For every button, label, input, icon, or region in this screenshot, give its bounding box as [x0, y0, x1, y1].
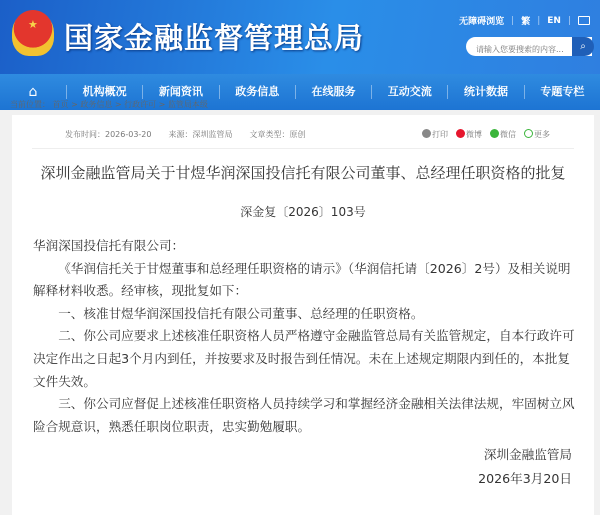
weibo-icon [456, 129, 465, 138]
nav-item-online-services[interactable]: 在线服务 [295, 85, 371, 99]
english-link[interactable]: EN [547, 15, 561, 26]
more-share-button[interactable] [524, 129, 550, 140]
search-icon: ⌕ [580, 41, 586, 52]
nav-item-interaction[interactable]: 互动交流 [371, 85, 447, 99]
paragraph: 二、你公司应要求上述核准任职资格人员严格遵守金融监管总局有关监管规定，自本行政许可决定作出之日起3个月内到任，并按要求及时报告到任情况。未在上述规定期限内到任的，本批复文件失效。 [33, 328, 575, 389]
signature-block [478, 443, 572, 491]
mail-icon[interactable] [578, 16, 590, 25]
nav-item-government-info[interactable]: 政务信息 [219, 85, 295, 99]
divider [32, 148, 574, 149]
wechat-icon [490, 129, 499, 138]
top-links: 无障碍浏览 | 繁 | EN | [459, 14, 590, 27]
national-emblem-logo: ★ [12, 10, 54, 56]
sign-date: 2026年3月20日 [478, 471, 572, 486]
print-icon [422, 129, 431, 138]
document-number: 深金复〔2026〕103号 [240, 205, 366, 219]
site-header [0, 0, 600, 74]
more-label: 更多 [534, 130, 550, 139]
site-title[interactable]: 国家金融监督管理总局 [64, 21, 365, 55]
article-title: 深圳金融监管局关于甘煜华润深国投信托有限公司董事、总经理任职资格的批复 [40, 164, 566, 182]
signer: 深圳金融监管局 [483, 447, 572, 462]
share-bar [422, 129, 550, 140]
salutation: 华润深国投信托有限公司： [33, 238, 185, 253]
paragraph: 《华润信托关于甘煜董事和总经理任职资格的请示》（华润信托请〔2026〕2号）及相关说明解释材料收悉。经审核，现批复如下： [33, 260, 571, 299]
wechat-share-button[interactable] [490, 129, 516, 140]
traditional-chinese-link[interactable]: 繁 [521, 17, 531, 27]
article-meta [65, 129, 306, 140]
wechat-label: 微信 [500, 130, 516, 139]
article-card [12, 115, 594, 515]
plus-circle-icon [524, 129, 533, 138]
print-label: 打印 [432, 130, 448, 139]
home-icon[interactable]: ⌂ [28, 84, 38, 100]
article-body [33, 235, 581, 438]
nav-item-statistics[interactable]: 统计数据 [447, 85, 523, 99]
weibo-share-button[interactable] [456, 129, 482, 140]
nav-item-news[interactable]: 新闻资讯 [142, 85, 218, 99]
print-button[interactable] [422, 129, 448, 140]
breadcrumb[interactable]: 当前位置： 首页 > 政务信息 > 行政许可 > 监管局本级 [10, 100, 208, 109]
nav-item-about[interactable]: 机构概况 [66, 85, 142, 99]
paragraph: 一、核准甘煜华润深国投信托有限公司董事、总经理的任职资格。 [58, 305, 424, 321]
article-type: 文章类型：原创 [249, 130, 306, 139]
paragraph: 三、你公司应督促上述核准任职资格人员持续学习和掌握经济金融相关法律法规，牢固树立风险合规意识，熟悉任职岗位职责，忠实勤勉履职。 [33, 396, 575, 434]
publish-date: 发布时间：2026-03-20 [65, 130, 152, 139]
source: 来源：深圳监管局 [168, 130, 233, 139]
search-input[interactable] [476, 45, 576, 54]
nav-item-topics[interactable]: 专题专栏 [524, 85, 600, 99]
search-button[interactable] [572, 37, 594, 56]
accessibility-link[interactable]: 无障碍浏览 [459, 17, 505, 27]
weibo-label: 微博 [466, 130, 482, 139]
